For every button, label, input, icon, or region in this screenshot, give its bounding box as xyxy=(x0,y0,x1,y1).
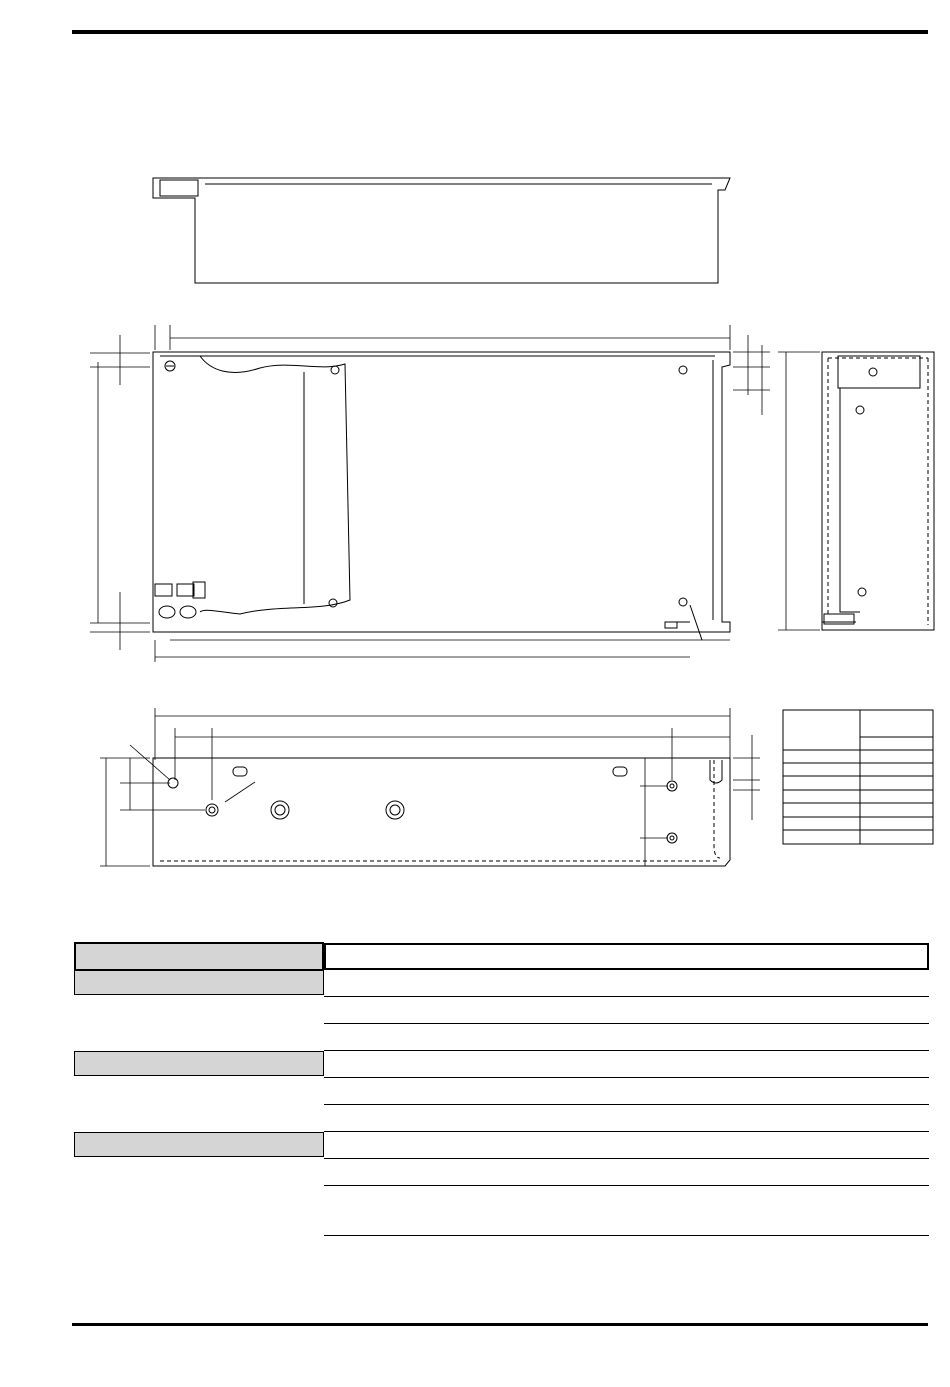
spec-row xyxy=(72,1159,929,1186)
custom-logo xyxy=(72,1329,217,1361)
spec-row xyxy=(72,1132,929,1159)
spec-label xyxy=(74,970,324,995)
spec-row xyxy=(72,997,929,1024)
spec-row xyxy=(72,970,929,997)
spec-value xyxy=(324,997,929,1024)
bottom-rule xyxy=(72,1323,928,1326)
spec-value xyxy=(324,970,929,997)
spec-value xyxy=(324,1132,929,1159)
top-view xyxy=(153,178,730,283)
spec-row xyxy=(72,1105,929,1132)
spec-row xyxy=(72,1078,929,1105)
spec-value xyxy=(324,943,929,970)
spec-row xyxy=(72,1024,929,1051)
spec-value xyxy=(324,1159,929,1186)
spec-value xyxy=(324,1024,929,1051)
bottom-dimensions xyxy=(100,708,760,866)
bottom-view xyxy=(153,758,730,866)
spec-row xyxy=(72,1051,929,1078)
front-dimensions xyxy=(90,325,820,662)
spec-label xyxy=(74,1051,324,1076)
side-view xyxy=(822,352,934,630)
front-view xyxy=(153,352,730,640)
spec-label xyxy=(74,942,324,971)
spec-row xyxy=(72,1186,929,1236)
spec-table xyxy=(72,943,929,1236)
spec-label xyxy=(74,1132,324,1157)
spec-value xyxy=(324,1078,929,1105)
spec-value xyxy=(324,1105,929,1132)
small-table xyxy=(783,710,933,844)
spec-value xyxy=(324,1186,929,1236)
spec-value xyxy=(324,1051,929,1078)
spec-row xyxy=(72,943,929,970)
